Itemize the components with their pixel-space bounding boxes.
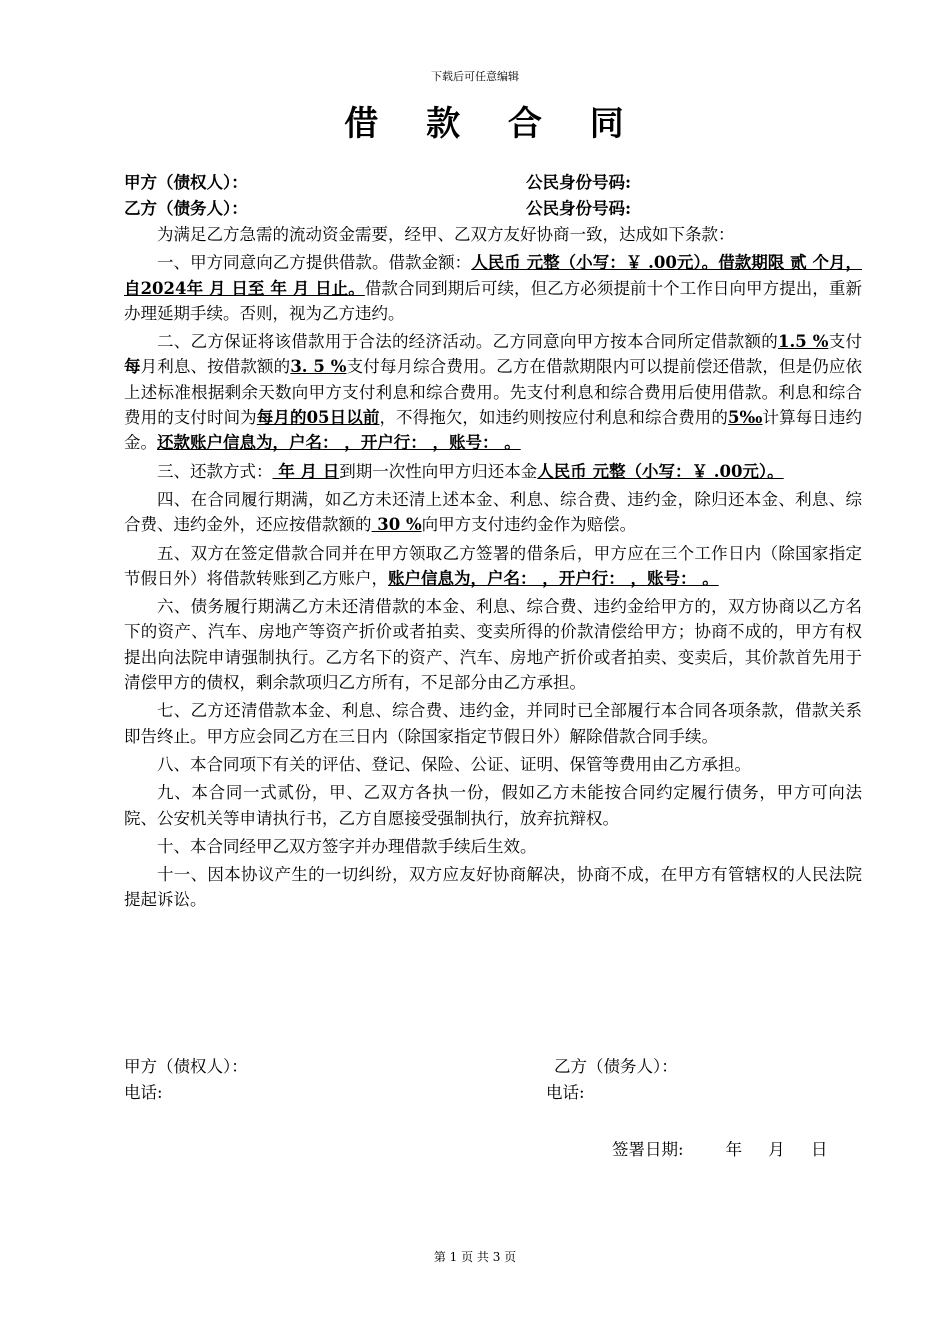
clause-8-text: 八、本合同项下有关的评估、登记、保险、公证、证明、保管等费用由乙方承担。 bbox=[157, 754, 751, 774]
page-footer: 第 1 页 共 3 页 bbox=[433, 1250, 517, 1264]
clause-1-loan-terms: 人民币 元整（小写：￥ .00元）。借款期限 贰 个月，自2024年 月 日至 年 月 日止。 bbox=[124, 253, 863, 298]
clause-1-text: 一、甲方同意向乙方提供借款。借款金额： bbox=[157, 253, 472, 273]
lender-phone-label: 电话: bbox=[124, 1083, 163, 1102]
intro-paragraph bbox=[124, 222, 862, 247]
document-title: 借 款 合 同 bbox=[344, 104, 642, 144]
clause-1-renewal: 借款合同到期后可续，但乙方必须提前十个工作日向甲方提出，重新办理延期手续。否则，视为乙方违约。 bbox=[124, 278, 862, 323]
clause-7 bbox=[124, 698, 862, 749]
clause-9-text: 九、本合同一式贰份，甲、乙双方各执一份，假如乙方未能按合同约定履行债务，甲方可向法院、公安机关等申请执行书，乙方自愿接受强制执行，放弃抗辩权。 bbox=[124, 783, 862, 828]
clause-2-text-d: 月利息、按借款额的 bbox=[140, 357, 291, 377]
payment-due: 每月的05日以前 bbox=[256, 408, 380, 428]
clause-8 bbox=[124, 752, 862, 777]
clause-2-text-f: ，不得拖欠，如违约则按应付利息和综合费用的 bbox=[379, 408, 728, 428]
default-rate: 30 % bbox=[371, 515, 422, 535]
interest-rate: 1.5 % bbox=[778, 332, 829, 352]
signing-date-value: 年 月 日 bbox=[725, 1140, 828, 1159]
clause-2-text-c: 每 bbox=[124, 357, 141, 377]
borrower-signature-label: 乙方（债务人）： bbox=[554, 1057, 678, 1076]
signing-date-label: 签署日期: bbox=[612, 1140, 684, 1159]
clause-6-text: 六、债务履行期满乙方未还清借款的本金、利息、综合费、违约金给甲方的，双方协商以乙方名下的资产、汽车、房地产等资产折价或者拍卖、变卖所得的价款清偿给甲方；协商不成的，甲方有权提出向法院申请强制执行。乙方名下的资产、汽车、房地产折价或者拍卖、变卖后，其价款首先用于清偿甲方的债权，剩余款项归乙方所有，不足部分由乙方承担。 bbox=[124, 597, 862, 693]
fee-rate: 3. 5 % bbox=[290, 357, 347, 377]
clause-3-text-a: 三、还款方式： bbox=[157, 461, 273, 481]
clause-1 bbox=[124, 250, 862, 326]
clause-5-text: 五、双方在签定借款合同并在甲方领取乙方签署的借条后，甲方应在三个工作日内（除国家指定节假日外）将借款转账到乙方账户， bbox=[124, 543, 862, 588]
signing-date bbox=[612, 1136, 828, 1160]
clause-11-text: 十一、因本协议产生的一切纠纷，双方应友好协商解决，协商不成，在甲方有管辖权的人民法院提起诉讼。 bbox=[124, 865, 862, 910]
clause-6 bbox=[124, 594, 862, 695]
clause-2-text-e: 支付每月综合费用。乙方在借款期限内可以提前偿还借款，但是仍应依上述标准根据剩余天数向甲方支付利息和综合费用。先支付利息和综合费用后使用借款。利息和综合费用的支付时间为 bbox=[124, 357, 863, 428]
clause-2-text-g: 计算每日违约金。 bbox=[124, 408, 863, 453]
signature-parties-row bbox=[124, 1054, 862, 1080]
clause-3 bbox=[124, 459, 862, 484]
clause-4 bbox=[124, 487, 862, 538]
borrower-phone-label: 电话: bbox=[546, 1083, 585, 1102]
clause-2-text-a: 二、乙方保证将该借款用于合法的经济活动。乙方同意向甲方按本合同所定借款额的 bbox=[157, 332, 779, 352]
clause-2 bbox=[124, 329, 862, 455]
signature-phone-row bbox=[124, 1080, 862, 1106]
signature-block bbox=[124, 1054, 862, 1106]
lender-row bbox=[124, 170, 862, 196]
repayment-account: 还款账户信息为，户名： ，开户行： ，账号： 。 bbox=[157, 433, 521, 453]
clause-9 bbox=[124, 780, 862, 831]
lender-label: 甲方（债权人）： bbox=[124, 173, 248, 192]
repayment-date: 年 月 日 bbox=[272, 461, 340, 481]
intro-text: 为满足乙方急需的流动资金需要，经甲、乙双方友好协商一致，达成如下条款： bbox=[157, 225, 735, 244]
clause-3-text-b: 到期一次性向甲方归还本金 bbox=[339, 461, 538, 481]
lender-signature-label: 甲方（债权人）： bbox=[124, 1057, 248, 1076]
borrower-label: 乙方（债务人）： bbox=[124, 199, 248, 218]
header-note: 下载后可任意编辑 bbox=[431, 70, 519, 83]
penalty-rate: 5‰ bbox=[727, 408, 763, 428]
clause-4-text-a: 四、在合同履行期满，如乙方未还清上述本金、利息、综合费、违约金，除归还本金、利息、综合费、违约金外，还应按借款额的 bbox=[124, 489, 862, 535]
repayment-amount: 人民币 元整（小写：￥ .00元）。 bbox=[537, 461, 784, 481]
clause-11 bbox=[124, 862, 862, 913]
clause-5 bbox=[124, 541, 862, 592]
borrower-account: 账户信息为，户名： ，开户行： ，账号： 。 bbox=[388, 568, 719, 588]
clause-10 bbox=[124, 834, 862, 859]
clause-10-text: 十、本合同经甲乙双方签字并办理借款手续后生效。 bbox=[157, 836, 537, 856]
lender-id-label: 公民身份号码: bbox=[526, 173, 632, 192]
clause-4-text-b: 向甲方支付违约金作为赔偿。 bbox=[421, 515, 637, 535]
clause-7-text: 七、乙方还清借款本金、利息、综合费、违约金，并同时已全部履行本合同各项条款，借款关系即告终止。甲方应会同乙方在三日内（除国家指定节假日外）解除借款合同手续。 bbox=[124, 701, 862, 746]
borrower-id-label: 公民身份号码: bbox=[526, 199, 632, 218]
borrower-row bbox=[124, 196, 862, 222]
contract-body bbox=[124, 170, 862, 916]
clause-2-text-b: 支付 bbox=[828, 332, 863, 352]
